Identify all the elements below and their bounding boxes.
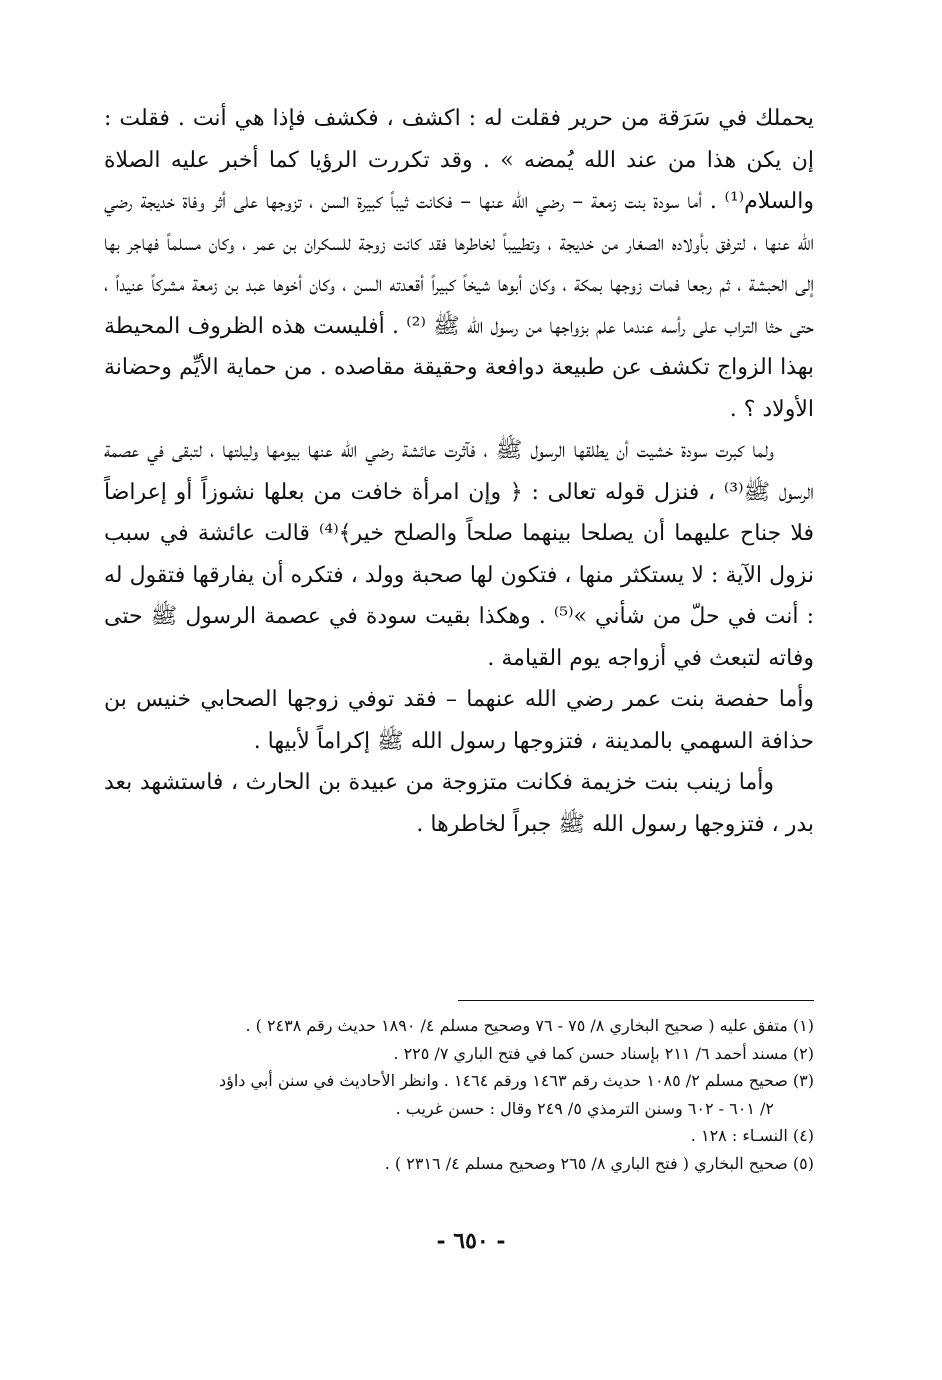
footnote-2: (٢) مسند أحمد ٦/ ٢١١ بإسناد حسن كما في فتح الباري ٧/ ٢٢٥ . — [393, 1043, 814, 1063]
main-text — [104, 98, 814, 845]
footnote-5: (٥) صحيح البخاري ( فتح الباري ٨/ ٢٦٥ وصحيح مسلم ٤/ ٢٣١٦ ) . — [384, 1153, 814, 1173]
footnote-3-continuation: ٢/ ٦٠١ - ٦٠٢ وسنن الترمذي ٥/ ٢٤٩ وقال : حسن غريب . — [395, 1098, 774, 1118]
footnotes — [104, 1012, 814, 1177]
paragraph-3: وأما حفصة بنت عمر رضي الله عنهما – فقد توفي زوجها الصحابي خنيس بن حذافة السهمي بالمدينة ، فتزوجها رسول الله ﷺ إكراماً لأبيها . — [104, 687, 814, 754]
footnote-3: (٣) صحيح مسلم ٢/ ١٠٨٥ حديث رقم ١٤٦٣ ورقم ١٤٦٤ . وانظر الأحاديث في سنن أبي داؤد — [218, 1071, 814, 1090]
paragraph-2: ولما كبرت سودة خشيت أن يطلقها الرسول ﷺ ، فآثرت عائشة رضي الله عنها بيومها وليلتها ، لتبقى في عصمة الرسول ﷺ⁽³⁾ ، فنزل قوله تعالى : ﴿ وإن امرأة خافت من بعلها نشوزاً أو إعراضاً فلا جناح عليهما أن يصلحا بينهما صلحاً والصلح خير﴾⁽⁴⁾ قالت عائشة في سبب نزول الآية : لا يستكثر منها ، فتكون لها صحبة وولد ، فتكره أن يفارقها فتقول له : أنت في حلّ من شأني »⁽⁵⁾ . وهكذا بقيت سودة في عصمة الرسول ﷺ حتى وفاته لتبعث في أزواجه يوم القيامة . — [104, 438, 814, 671]
paragraph-4: وأما زينب بنت خزيمة فكانت متزوجة من عبيدة بن الحارث ، فاستشهد بعد بدر ، فتزوجها رسول الله ﷺ جبراً لخاطرها . — [104, 770, 814, 837]
footnote-divider — [458, 1000, 814, 1001]
paragraph-1: يحملك في سَرَقة من حرير فقلت له : اكشف ، فكشف فإذا هي أنت . فقلت : إن يكن هذا من عند الله يُمضه » . وقد تكررت الرؤيا كما أخبر عليه الصلاة والسلام⁽¹⁾ . أما سودة بنت زمعة – رضي الله عنها – فكانت ثيباً كبيرة السن ، تزوجها على أثر وفاة خديجة رضي الله عنها ، لترفق بأولاده الصغار من خديجة ، وتطييباً لخاطرها فقد كانت زوجة للسكران بن عمر ، وكان مسلماً فهاجر بها إلى الحبشة ، ثم رجعا فمات زوجها بمكة ، وكان أبوها شيخاً كبيراً أقعدته السن ، وكان أخوها عبد بن زمعة مشركاً عنيداً ، حتى حثا التراب على رأسه عندما علم بزواجها من رسول الله ﷺ ⁽²⁾ . أفليست هذه الظروف المحيطة بهذا الزواج تكشف عن طبيعة دوافعة وحقيقة مقاصده . من حماية الأيِّم وحضانة الأولاد ؟ . — [104, 106, 814, 422]
page-number: - ٦٥٠ - — [436, 1228, 506, 1254]
footnote-4: (٤) النسـاء : ١٢٨ . — [690, 1126, 814, 1145]
footnote-1: (١) متفق عليه ( صحيح البخاري ٨/ ٧٥ - ٧٦ وصحيح مسلم ٤/ ١٨٩٠ حديث رقم ٢٤٣٨ ) . — [245, 1016, 814, 1035]
